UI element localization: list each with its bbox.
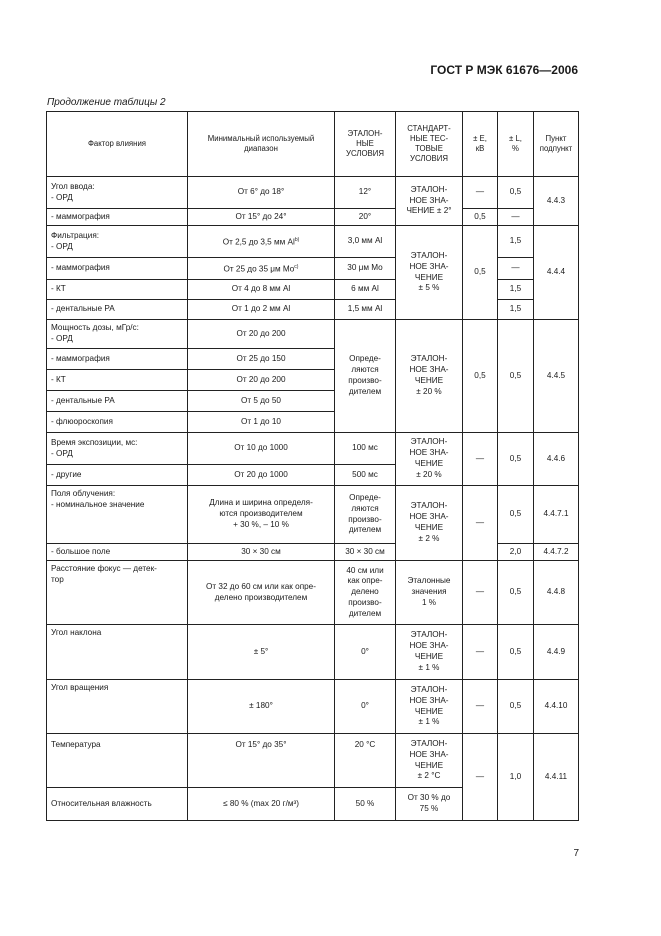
table-row: - КТ От 20 до 200 [47,370,579,391]
col-std: СТАНДАРТ- НЫЕ ТЕС- ТОВЫЕ УСЛОВИЯ [396,112,463,177]
table-row: - другие От 20 до 1000 500 мс [47,465,579,486]
table-row: - дентальные РА От 5 до 50 [47,391,579,412]
document-header: ГОСТ Р МЭК 61676—2006 [430,63,578,77]
table-row: - маммография От 15° до 24° 20° 0,5 — [47,209,579,226]
table-row: - КТ От 4 до 8 мм Al 6 мм Al 1,5 [47,280,579,300]
influence-table [46,111,579,821]
table-row: Время экспозиции, мс: - ОРД От 10 до 1000 100 мс ЭТАЛОН- НОЕ ЗНА- ЧЕНИЕ ± 20 % — 0,5 4.4.6 [47,433,579,465]
table-row: - маммография От 25 до 35 μм Mo$^{c)}$ 30 μм Mo — [47,258,579,280]
col-l: ± L, % [498,112,534,177]
page-number: 7 [573,848,579,859]
table-row: - дентальные РА От 1 до 2 мм Al 1,5 мм Al 1,5 [47,300,579,320]
col-e: ± E, кВ [463,112,498,177]
table-row: Расстояние фокус — детек- тор От 32 до 60 см или как опре- делено производителем 40 см или как опре- делено произво- дителем Эталонные значения 1 % — 0,5 4.4.8 [47,561,579,625]
table-row: Угол ввода: - ОРД От 6° до 18° 12° ЭТАЛОН- НОЕ ЗНА- ЧЕНИЕ ± 2° — 0,5 4.4.3 [47,177,579,209]
table-row: Мощность дозы, мГр/с: - ОРД От 20 до 200 Опреде- ляются произво- дителем ЭТАЛОН- НОЕ ЗНА- ЧЕНИЕ ± 20 % 0,5 0,5 4.4.5 [47,320,579,349]
table-caption: Продолжение таблицы 2 [47,97,166,108]
table-header-row [47,112,579,177]
table-row: Угол вращения ± 180° 0° ЭТАЛОН- НОЕ ЗНА- ЧЕНИЕ ± 1 % — 0,5 4.4.10 [47,680,579,734]
table-row: - большое поле 30 × 30 см 30 × 30 см 2,0 4.4.7.2 [47,544,579,561]
col-ref: ЭТАЛОН- НЫЕ УСЛОВИЯ [335,112,396,177]
col-factor: Фактор влияния [47,112,188,177]
table-row: Угол наклона ± 5° 0° ЭТАЛОН- НОЕ ЗНА- ЧЕНИЕ ± 1 % — 0,5 4.4.9 [47,625,579,680]
col-range: Минимальный используемый диапазон [188,112,335,177]
table-row: Поля облучения: - номинальное значение Длина и ширина определя- ются производителем + 30 %, – 10 % Опреде- ляются произво- дителем ЭТАЛОН- НОЕ ЗНА- ЧЕНИЕ ± 2 % — 0,5 4.4.7.1 [47,486,579,544]
col-clause: Пункт подпункт [534,112,579,177]
table-row: Температура От 15° до 35° 20 °C ЭТАЛОН- НОЕ ЗНА- ЧЕНИЕ ± 2 °C — 1,0 4.4.11 [47,734,579,788]
table-row: Фильтрация: - ОРД От 2,5 до 3,5 мм Al$^{b)}$ 3,0 мм Al ЭТАЛОН- НОЕ ЗНА- ЧЕНИЕ ± 5 % 0,5 1,5 4.4.4 [47,226,579,258]
table-row: - маммография От 25 до 150 [47,349,579,370]
table-row: - флюороскопия От 1 до 10 [47,412,579,433]
table-row: Относительная влажность ≤ 80 % (max 20 г/м³) 50 % От 30 % до 75 % [47,788,579,821]
